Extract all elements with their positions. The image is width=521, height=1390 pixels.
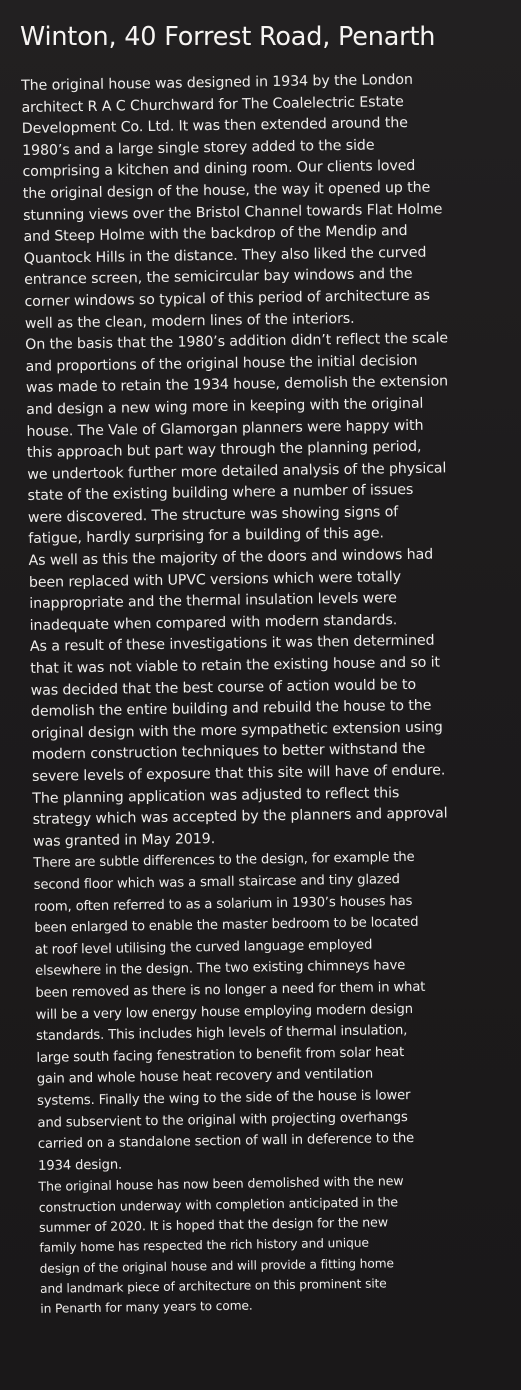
text-line: strategy which was accepted by the planners and approval: [32, 805, 448, 829]
text-line: corner windows so typical of this period of architecture as: [24, 287, 430, 310]
text-line: There are subtle differences to the design, for example the: [33, 850, 415, 872]
text-line: and design a new wing more in keeping with the original: [26, 395, 424, 418]
text-line: As a result of these investigations it was then determined: [29, 633, 435, 656]
text-line: and Steep Holme with the backdrop of the Mendip and: [23, 223, 408, 246]
text-line: second floor which was a small staircase and tiny glazed: [33, 872, 400, 893]
text-line: severe levels of exposure that this site will have of endure.: [31, 762, 446, 785]
text-line: As well as this the majority of the doors and windows had: [28, 546, 434, 570]
text-line: The planning application was adjusted to reflect this: [32, 784, 400, 807]
text-line: standards. This includes high levels of thermal insulation,: [35, 1023, 408, 1045]
text-line: at roof level utilising the curved language employed: [34, 937, 373, 958]
text-line: stunning views over the Bristol Channel towards Flat Holme: [23, 200, 443, 224]
text-line: gain and whole house heat recovery and ventilation: [36, 1066, 374, 1088]
body-text: [21, 68, 521, 1319]
text-line: house. The Vale of Glamorgan planners were happy with: [26, 417, 424, 440]
text-line: was granted in May 2019.: [32, 830, 216, 850]
text-line: room, often referred to as a solarium in 1930’s houses has: [33, 893, 413, 915]
text-line: was decided that the best course of action would be to: [30, 676, 417, 699]
text-line: state of the existing building where a number of issues: [27, 482, 414, 505]
text-line: were discovered. The structure was showing signs of: [27, 504, 399, 526]
text-line: the original design of the house, the way it opened up the: [22, 179, 431, 202]
text-line: 1934 design.: [38, 1157, 123, 1174]
text-line: demolish the entire building and rebuild the house to the: [30, 697, 432, 721]
text-line: large south facing fenestration to benefit from solar heat: [36, 1044, 405, 1066]
text-line: The original house was designed in 1934 by the London: [21, 71, 413, 94]
text-line: been enlarged to enable the master bedroom to be located: [34, 915, 419, 937]
text-line: we undertook further more detailed analysis of the physical: [27, 460, 447, 483]
text-line: fatigue, hardly surprising for a building of this age.: [28, 525, 384, 548]
text-line: this approach but part way through the planning period,: [26, 438, 422, 462]
text-line: carried on a standalone section of wall in deference to the: [37, 1131, 415, 1152]
text-line: 1980’s and a large single storey added to the side: [22, 137, 375, 159]
text-line: Quantock Hills in the distance. They also liked the curved: [23, 244, 427, 267]
text-line: summer of 2020. It is hoped that the design for the new: [38, 1214, 389, 1235]
text-line: entrance screen, the semicircular bay windows and the: [24, 266, 413, 289]
text-line: On the basis that the 1980’s addition didn’t reflect the scale: [25, 330, 449, 354]
text-line: elsewhere in the design. The two existing chimneys have: [34, 958, 406, 980]
text-line: architect R A C Churchward for The Coalelectric Estate: [21, 93, 404, 116]
text-line: family home has respected the rich history and unique: [39, 1236, 369, 1256]
text-line: was made to retain the 1934 house, demolish the extension: [25, 373, 449, 397]
text-line: The original house has now been demolished with the new: [38, 1173, 404, 1195]
text-line: Development Co. Ltd. It was then extended around the: [21, 115, 408, 138]
text-line: and landmark piece of architecture on this prominent site: [39, 1276, 387, 1296]
text-line: comprising a kitchen and dining room. Our clients loved: [22, 158, 416, 181]
text-line: been replaced with UPVC versions which were totally: [28, 568, 402, 591]
text-line: will be a very low energy house employing modern design: [35, 1001, 413, 1023]
text-line: design of the original house and will provide a fitting home: [39, 1255, 394, 1276]
text-line: that it was not viable to retain the existing house and so it: [30, 654, 441, 677]
text-line: in Penarth for many years to come.: [40, 1298, 253, 1316]
text-line: been removed as there is no longer a need for them in what: [35, 979, 426, 1001]
text-line: modern construction techniques to better withstand the: [31, 741, 426, 764]
text-line: original design with the more sympathetic extension using: [31, 719, 443, 742]
text-line: inappropriate and the thermal insulation levels were: [29, 590, 397, 613]
panel-title: Winton, 40 Forrest Road, Penarth: [20, 22, 436, 52]
text-line: inadequate when compared with modern standards.: [29, 612, 398, 634]
text-line: well as the clean, modern lines of the interiors.: [24, 310, 355, 332]
text-line: construction underway with completion anticipated in the: [38, 1193, 399, 1215]
text-line: and subservient to the original with projecting overhangs: [37, 1109, 408, 1131]
text-line: systems. Finally the wing to the side of the house is lower: [36, 1087, 411, 1109]
text-line: and proportions of the original house the initial decision: [25, 352, 418, 375]
